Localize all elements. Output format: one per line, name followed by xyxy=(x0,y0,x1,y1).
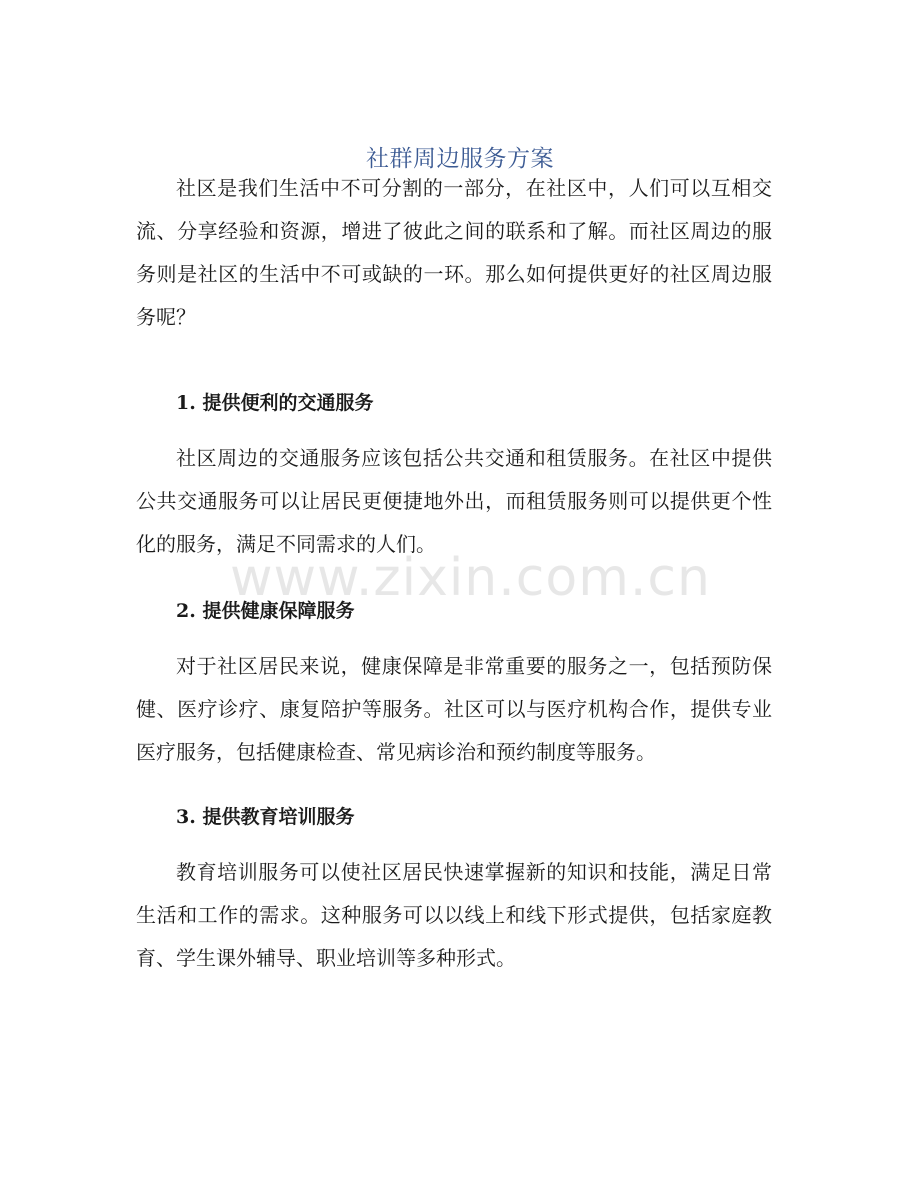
document-title: 社群周边服务方案 xyxy=(366,146,554,172)
section-1-body: 社区周边的交通服务应该包括公共交通和租赁服务。在社区中提供公共交通服务可以让居民更便捷地外出，而租赁服务则可以提供更个性化的服务，满足不同需求的人们。 xyxy=(136,446,772,556)
section-1-heading: 1. 提供便利的交通服务 xyxy=(176,392,374,414)
watermark: www.zixin.com.cn xyxy=(230,548,711,608)
section-3-heading: 3. 提供教育培训服务 xyxy=(176,806,355,828)
section-2-body: 对于社区居民来说，健康保障是非常重要的服务之一，包括预防保健、医疗诊疗、康复陪护等服务。社区可以与医疗机构合作，提供专业医疗服务，包括健康检查、常见病诊治和预约制度等服务。 xyxy=(136,654,772,764)
section-3-body: 教育培训服务可以使社区居民快速掌握新的知识和技能，满足日常生活和工作的需求。这种服务可以以线上和线下形式提供，包括家庭教育、学生课外辅导、职业培训等多种形式。 xyxy=(136,860,772,970)
section-2-heading: 2. 提供健康保障服务 xyxy=(176,600,355,622)
intro-paragraph: 社区是我们生活中不可分割的一部分，在社区中，人们可以互相交流、分享经验和资源，增进了彼此之间的联系和了解。而社区周边的服务则是社区的生活中不可或缺的一环。那么如何提供更好的社区周边服务呢？ xyxy=(136,176,772,329)
